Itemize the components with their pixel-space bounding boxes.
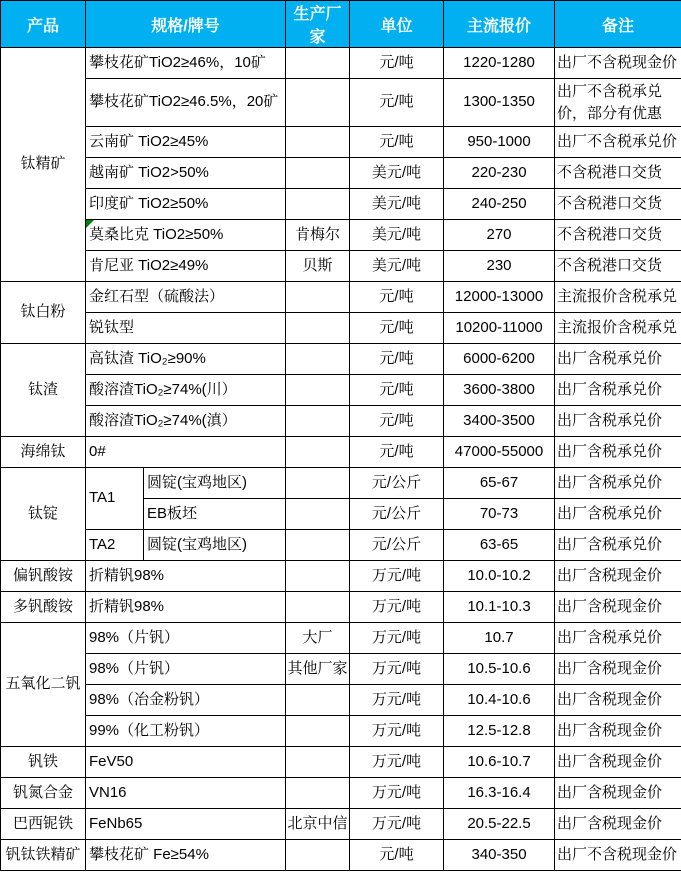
spec-cell[interactable]: 圆锭(宝鸡地区) bbox=[144, 468, 286, 499]
column-header-note[interactable]: 备注 bbox=[555, 1, 681, 48]
table-row bbox=[1, 375, 681, 406]
table-row bbox=[1, 778, 681, 809]
note-cell[interactable]: 出厂含税承兑价 bbox=[555, 344, 681, 375]
table-row bbox=[1, 530, 681, 561]
note-cell[interactable]: 出厂不含税现金价 bbox=[555, 840, 681, 871]
column-header-spec[interactable]: 规格/牌号 bbox=[86, 1, 286, 48]
manufacturer-cell[interactable] bbox=[286, 778, 350, 809]
manufacturer-cell[interactable] bbox=[286, 48, 350, 79]
note-cell[interactable]: 出厂含税承兑价 bbox=[555, 406, 681, 437]
table-row bbox=[1, 220, 681, 251]
price-cell[interactable]: 70-73 bbox=[444, 499, 555, 530]
note-cell[interactable]: 出厂含税现金价 bbox=[555, 592, 681, 623]
unit-cell[interactable]: 元/公斤 bbox=[350, 468, 444, 499]
table-row bbox=[1, 251, 681, 282]
table-row bbox=[1, 48, 681, 79]
note-cell[interactable]: 出厂含税现金价 bbox=[555, 747, 681, 778]
price-cell[interactable]: 16.3-16.4 bbox=[444, 778, 555, 809]
product-cell[interactable]: 钒氮合金 bbox=[1, 778, 86, 809]
spec-cell[interactable]: EB板坯 bbox=[144, 499, 286, 530]
unit-cell[interactable]: 元/吨 bbox=[350, 344, 444, 375]
column-header-product[interactable]: 产品 bbox=[1, 1, 86, 48]
unit-cell[interactable]: 元/吨 bbox=[350, 48, 444, 79]
spec-cell[interactable]: 折精钒98% bbox=[86, 561, 286, 592]
price-cell[interactable]: 1300-1350 bbox=[444, 79, 555, 127]
manufacturer-cell[interactable] bbox=[286, 716, 350, 747]
note-cell[interactable]: 出厂含税现金价 bbox=[555, 778, 681, 809]
unit-cell[interactable]: 元/吨 bbox=[350, 313, 444, 344]
manufacturer-cell[interactable] bbox=[286, 189, 350, 220]
price-cell[interactable]: 10200-11000 bbox=[444, 313, 555, 344]
spec-cell[interactable]: 肯尼亚 TiO2≥49% bbox=[86, 251, 286, 282]
spec-cell[interactable]: VN16 bbox=[86, 778, 286, 809]
column-header-manufacturer[interactable]: 生产厂家 bbox=[286, 1, 350, 48]
note-cell[interactable]: 不含税港口交货 bbox=[555, 189, 681, 220]
unit-cell[interactable]: 元/吨 bbox=[350, 437, 444, 468]
manufacturer-cell[interactable]: 其他厂家 bbox=[286, 654, 350, 685]
price-cell[interactable]: 10.7 bbox=[444, 623, 555, 654]
table-row bbox=[1, 437, 681, 468]
price-cell[interactable]: 12000-13000 bbox=[444, 282, 555, 313]
manufacturer-cell[interactable] bbox=[286, 313, 350, 344]
unit-cell[interactable]: 万元/吨 bbox=[350, 716, 444, 747]
manufacturer-cell[interactable] bbox=[286, 79, 350, 127]
manufacturer-cell[interactable] bbox=[286, 561, 350, 592]
note-cell[interactable]: 出厂含税现金价 bbox=[555, 685, 681, 716]
note-cell[interactable]: 出厂含税承兑价 bbox=[555, 499, 681, 530]
spec-cell[interactable]: 98%（片钒） bbox=[86, 623, 286, 654]
product-cell[interactable]: 多钒酸铵 bbox=[1, 592, 86, 623]
table-row bbox=[1, 313, 681, 344]
header-row bbox=[1, 1, 681, 48]
unit-cell[interactable]: 元/吨 bbox=[350, 406, 444, 437]
manufacturer-cell[interactable]: 贝斯 bbox=[286, 251, 350, 282]
comment-flag-icon bbox=[86, 220, 94, 228]
manufacturer-cell[interactable] bbox=[286, 747, 350, 778]
unit-cell[interactable]: 万元/吨 bbox=[350, 592, 444, 623]
spec-cell[interactable]: 攀枝花矿 Fe≥54% bbox=[86, 840, 286, 871]
price-cell[interactable]: 20.5-22.5 bbox=[444, 809, 555, 840]
unit-cell[interactable]: 美元/吨 bbox=[350, 251, 444, 282]
unit-cell[interactable]: 美元/吨 bbox=[350, 220, 444, 251]
unit-cell[interactable]: 万元/吨 bbox=[350, 809, 444, 840]
unit-cell[interactable]: 元/吨 bbox=[350, 79, 444, 127]
note-cell[interactable]: 出厂含税现金价 bbox=[555, 561, 681, 592]
unit-cell[interactable]: 元/公斤 bbox=[350, 499, 444, 530]
unit-cell[interactable]: 万元/吨 bbox=[350, 685, 444, 716]
note-cell[interactable]: 出厂含税承兑价 bbox=[555, 375, 681, 406]
price-cell[interactable]: 10.0-10.2 bbox=[444, 561, 555, 592]
manufacturer-cell[interactable]: 大厂 bbox=[286, 623, 350, 654]
product-cell[interactable]: 钒钛铁精矿 bbox=[1, 840, 86, 871]
table-row bbox=[1, 282, 681, 313]
spec-cell[interactable]: FeV50 bbox=[86, 747, 286, 778]
price-cell[interactable]: 3600-3800 bbox=[444, 375, 555, 406]
note-cell[interactable]: 出厂含税承兑价 bbox=[555, 437, 681, 468]
spec-cell[interactable]: 金红石型（硫酸法） bbox=[86, 282, 286, 313]
price-cell[interactable]: 220-230 bbox=[444, 158, 555, 189]
note-cell[interactable]: 出厂含税现金价 bbox=[555, 654, 681, 685]
note-cell[interactable]: 不含税港口交货 bbox=[555, 251, 681, 282]
manufacturer-cell[interactable] bbox=[286, 406, 350, 437]
product-cell[interactable]: 钛渣 bbox=[1, 344, 86, 437]
unit-cell[interactable]: 万元/吨 bbox=[350, 654, 444, 685]
price-cell[interactable]: 6000-6200 bbox=[444, 344, 555, 375]
note-cell[interactable]: 不含税港口交货 bbox=[555, 220, 681, 251]
product-cell[interactable]: 钛精矿 bbox=[1, 48, 86, 282]
product-cell[interactable]: 钛锭 bbox=[1, 468, 86, 561]
product-cell[interactable]: 五氧化二钒 bbox=[1, 623, 86, 747]
product-cell[interactable]: 钛白粉 bbox=[1, 282, 86, 344]
manufacturer-cell[interactable] bbox=[286, 499, 350, 530]
note-cell[interactable]: 出厂含税承兑价 bbox=[555, 623, 681, 654]
note-cell[interactable]: 主流报价含税承兑 bbox=[555, 313, 681, 344]
note-cell[interactable]: 出厂含税现金价 bbox=[555, 809, 681, 840]
spec-cell[interactable]: 攀枝花矿TiO2≥46%，10矿 bbox=[86, 48, 286, 79]
table-row bbox=[1, 158, 681, 189]
table-row bbox=[1, 840, 681, 871]
manufacturer-cell[interactable]: 肯梅尔 bbox=[286, 220, 350, 251]
table-row bbox=[1, 623, 681, 654]
price-cell[interactable]: 1220-1280 bbox=[444, 48, 555, 79]
unit-cell[interactable]: 美元/吨 bbox=[350, 158, 444, 189]
grade-cell[interactable]: TA2 bbox=[86, 530, 144, 561]
manufacturer-cell[interactable]: 北京中信 bbox=[286, 809, 350, 840]
grade-cell[interactable]: TA1 bbox=[86, 468, 144, 530]
note-cell[interactable]: 出厂含税承兑价 bbox=[555, 530, 681, 561]
manufacturer-cell[interactable] bbox=[286, 282, 350, 313]
product-cell[interactable]: 海绵钛 bbox=[1, 437, 86, 468]
table-row bbox=[1, 406, 681, 437]
manufacturer-cell[interactable] bbox=[286, 375, 350, 406]
spec-cell[interactable]: 酸溶渣TiO₂≥74%(滇） bbox=[86, 406, 286, 437]
product-cell[interactable]: 巴西铌铁 bbox=[1, 809, 86, 840]
spec-cell[interactable]: 攀枝花矿TiO2≥46.5%，20矿 bbox=[86, 79, 286, 127]
price-cell[interactable]: 10.1-10.3 bbox=[444, 592, 555, 623]
spec-cell[interactable]: 0# bbox=[86, 437, 286, 468]
table-row bbox=[1, 468, 681, 499]
spec-cell[interactable]: 越南矿 TiO2>50% bbox=[86, 158, 286, 189]
manufacturer-cell[interactable] bbox=[286, 530, 350, 561]
manufacturer-cell[interactable] bbox=[286, 840, 350, 871]
unit-cell[interactable]: 美元/吨 bbox=[350, 189, 444, 220]
spec-cell[interactable]: 莫桑比克 TiO2≥50% bbox=[86, 220, 286, 251]
column-header-unit[interactable]: 单位 bbox=[350, 1, 444, 48]
spec-cell[interactable]: 99%（化工粉钒） bbox=[86, 716, 286, 747]
note-cell[interactable]: 出厂不含税现金价 bbox=[555, 48, 681, 79]
price-cell[interactable]: 10.4-10.6 bbox=[444, 685, 555, 716]
note-cell[interactable]: 不含税港口交货 bbox=[555, 158, 681, 189]
price-cell[interactable]: 63-65 bbox=[444, 530, 555, 561]
price-cell[interactable]: 12.5-12.8 bbox=[444, 716, 555, 747]
price-cell[interactable]: 3400-3500 bbox=[444, 406, 555, 437]
unit-cell[interactable]: 元/公斤 bbox=[350, 530, 444, 561]
manufacturer-cell[interactable] bbox=[286, 158, 350, 189]
table-row bbox=[1, 189, 681, 220]
unit-cell[interactable]: 万元/吨 bbox=[350, 561, 444, 592]
unit-cell[interactable]: 万元/吨 bbox=[350, 747, 444, 778]
price-cell[interactable]: 340-350 bbox=[444, 840, 555, 871]
spec-cell[interactable]: 高钛渣 TiO₂≥90% bbox=[86, 344, 286, 375]
note-cell[interactable]: 出厂含税现金价 bbox=[555, 716, 681, 747]
spec-cell[interactable]: 酸溶渣TiO₂≥74%(川） bbox=[86, 375, 286, 406]
note-cell[interactable]: 出厂不含税承兑价 bbox=[555, 127, 681, 158]
table-row bbox=[1, 592, 681, 623]
note-cell[interactable]: 主流报价含税承兑 bbox=[555, 282, 681, 313]
price-cell[interactable]: 10.6-10.7 bbox=[444, 747, 555, 778]
table-header bbox=[1, 1, 681, 48]
price-cell[interactable]: 65-67 bbox=[444, 468, 555, 499]
price-cell[interactable]: 270 bbox=[444, 220, 555, 251]
table-row bbox=[1, 809, 681, 840]
product-cell[interactable]: 钒铁 bbox=[1, 747, 86, 778]
table-row bbox=[1, 654, 681, 685]
spec-cell[interactable]: 云南矿 TiO2≥45% bbox=[86, 127, 286, 158]
unit-cell[interactable]: 元/吨 bbox=[350, 282, 444, 313]
unit-cell[interactable]: 万元/吨 bbox=[350, 623, 444, 654]
price-cell[interactable]: 950-1000 bbox=[444, 127, 555, 158]
price-cell[interactable]: 10.5-10.6 bbox=[444, 654, 555, 685]
manufacturer-cell[interactable] bbox=[286, 344, 350, 375]
spec-cell[interactable]: 圆锭(宝鸡地区) bbox=[144, 530, 286, 561]
spec-cell[interactable]: FeNb65 bbox=[86, 809, 286, 840]
unit-cell[interactable]: 元/吨 bbox=[350, 127, 444, 158]
table-row bbox=[1, 561, 681, 592]
manufacturer-cell[interactable] bbox=[286, 127, 350, 158]
unit-cell[interactable]: 元/吨 bbox=[350, 375, 444, 406]
spec-cell[interactable]: 98%（冶金粉钒） bbox=[86, 685, 286, 716]
manufacturer-cell[interactable] bbox=[286, 685, 350, 716]
manufacturer-cell[interactable] bbox=[286, 468, 350, 499]
unit-cell[interactable]: 元/吨 bbox=[350, 840, 444, 871]
spec-cell[interactable]: 折精钒98% bbox=[86, 592, 286, 623]
manufacturer-cell[interactable] bbox=[286, 437, 350, 468]
spec-cell[interactable]: 锐钛型 bbox=[86, 313, 286, 344]
price-cell[interactable]: 230 bbox=[444, 251, 555, 282]
table-row bbox=[1, 79, 681, 127]
price-cell[interactable]: 47000-55000 bbox=[444, 437, 555, 468]
table-body bbox=[1, 48, 681, 871]
note-cell[interactable]: 出厂含税承兑价 bbox=[555, 468, 681, 499]
unit-cell[interactable]: 万元/吨 bbox=[350, 778, 444, 809]
table-row bbox=[1, 344, 681, 375]
price-cell[interactable]: 240-250 bbox=[444, 189, 555, 220]
column-header-price[interactable]: 主流报价 bbox=[444, 1, 555, 48]
table-row bbox=[1, 747, 681, 778]
note-cell[interactable]: 出厂不含税承兑价，部分有优惠 bbox=[555, 79, 681, 127]
table-row bbox=[1, 127, 681, 158]
spec-cell[interactable]: 印度矿 TiO2≥50% bbox=[86, 189, 286, 220]
manufacturer-cell[interactable] bbox=[286, 592, 350, 623]
product-cell[interactable]: 偏钒酸铵 bbox=[1, 561, 86, 592]
table-row bbox=[1, 685, 681, 716]
table-row bbox=[1, 716, 681, 747]
spec-cell[interactable]: 98%（片钒） bbox=[86, 654, 286, 685]
